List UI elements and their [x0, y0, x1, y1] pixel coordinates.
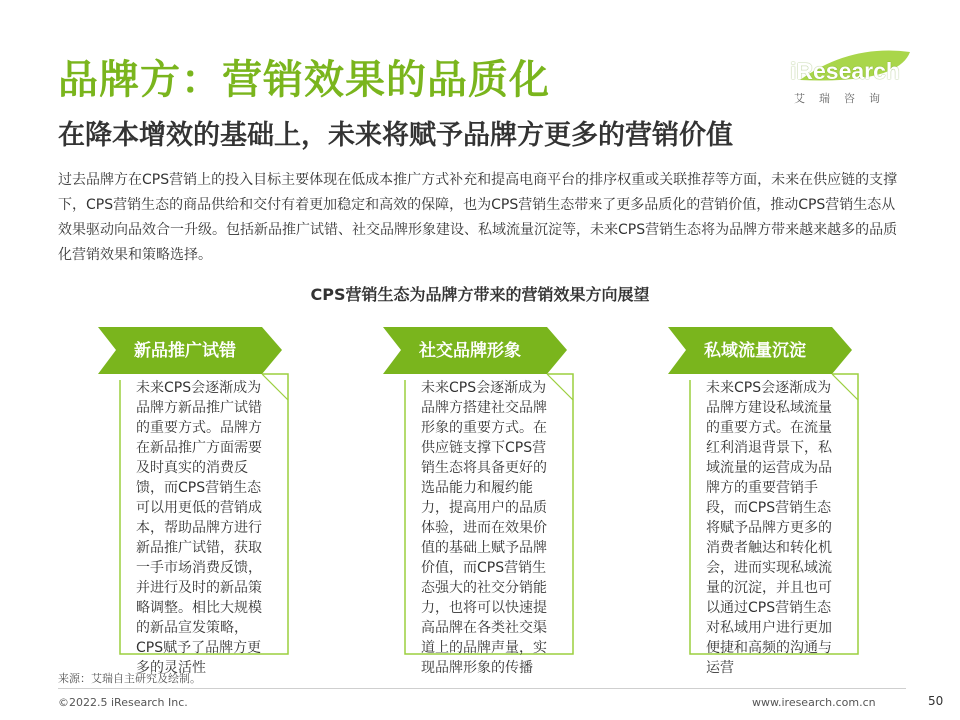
card-label: 私域流量沉淀 — [704, 341, 806, 361]
card-label: 社交品牌形象 — [419, 341, 521, 361]
card-body: 未来CPS会逐渐成为品牌方新品推广试错的重要方式。品牌方在新品推广方面需要及时真实的消费反馈，而CPS营销生态可以用更低的营销成本，帮助品牌方进行新品推广试错，获取一手市场消费反馈，并进行及时的新品策略调整。相比大规模的新品宣发策略，CPS赋予了品牌方更多的灵活性 — [136, 380, 262, 676]
page-number: 50 — [928, 694, 944, 708]
intro-paragraph: 过去品牌方在CPS营销上的投入目标主要体现在低成本推广方式补充和提高电商平台的排序权重或关联推荐等方面，未来在供应链的支撑下，CPS营销生态的商品供给和交付有着更加稳定和高效的保障，也为CPS营销生态带来了更多品质化的营销价值，推动CPS营销生态从效果驱动向品效合一升级。包括新品推广试错、社交品牌形象建设、私域流量沉淀等，未来CPS营销生态将为品牌方带来越来越多的品质化营销效果和策略选择。 — [58, 172, 898, 263]
logo-text: iResearch — [790, 58, 900, 84]
page-subtitle: 在降本增效的基础上，未来将赋予品牌方更多的营销价值 — [58, 120, 733, 151]
card-label: 新品推广试错 — [134, 341, 236, 361]
source-note: 来源：艾瑞自主研究及绘制。 — [58, 672, 201, 685]
copyright: ©2022.5 iResearch Inc. — [58, 696, 188, 709]
card-private-traffic — [660, 322, 870, 676]
card-social-brand-image — [375, 322, 585, 676]
footer-divider — [58, 688, 906, 689]
page-title: 品牌方：营销效果的品质化 — [58, 57, 550, 103]
card-new-product-trial — [90, 322, 300, 676]
logo-subtext: 艾瑞咨询 — [794, 92, 894, 105]
website-link[interactable]: www.iresearch.com.cn — [752, 696, 876, 709]
card-body: 未来CPS会逐渐成为品牌方搭建社交品牌形象的重要方式。在供应链支撑下CPS营销生态将具备更好的选品能力和履约能力，提高用户的品质体验，进而在效果价值的基础上赋予品牌价值，而CPS营销生态强大的社交分销能力，也将可以快速提高品牌在各类社交渠道上的品牌声量，实现品牌形象的传播 — [421, 380, 547, 676]
iresearch-logo — [790, 50, 920, 110]
card-body: 未来CPS会逐渐成为品牌方建设私域流量的重要方式。在流量红利消退背景下，私域流量的运营成为品牌方的重要营销手段，而CPS营销生态将赋予品牌方更多的消费者触达和转化机会，进而实现私域流量的沉淀，并且也可以通过CPS营销生态对私域用户进行更加便捷和高频的沟通与运营 — [706, 380, 832, 676]
diagram-title: CPS营销生态为品牌方带来的营销效果方向展望 — [310, 285, 650, 304]
